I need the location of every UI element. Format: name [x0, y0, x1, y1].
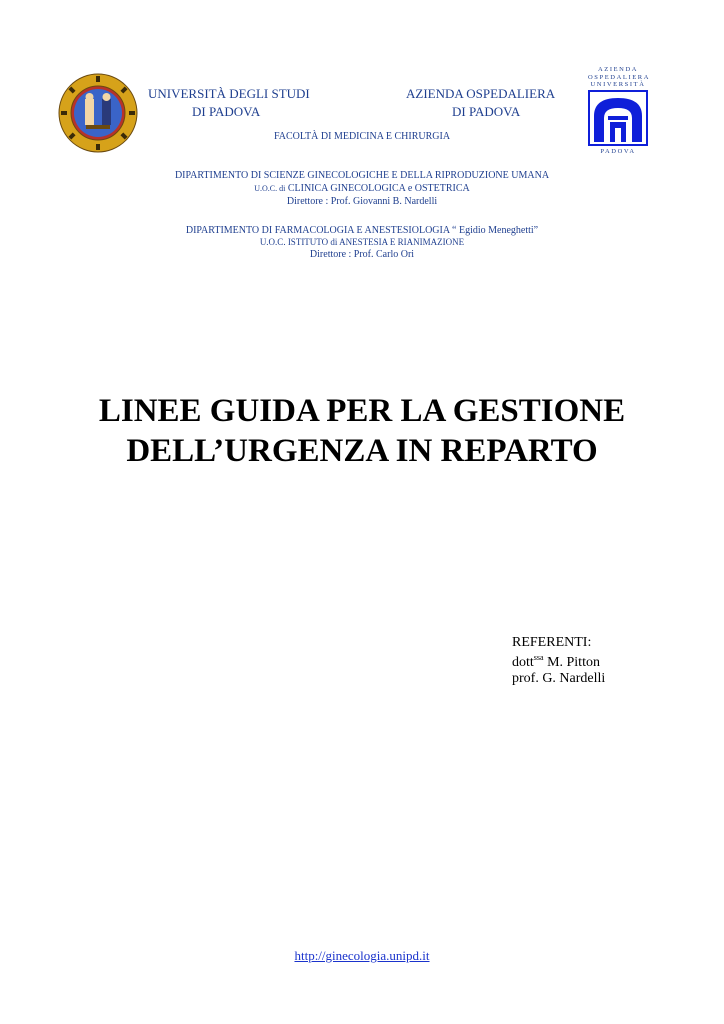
department-1-name: DIPARTIMENTO DI SCIENZE GINECOLOGICHE E DELLA RIPRODUZIONE UMANA: [174, 170, 550, 181]
document-title-line2: DELL’URGENZA IN REPARTO: [126, 433, 598, 469]
website-link-container: [0, 948, 724, 964]
university-name-line2: DI PADOVA: [192, 104, 261, 119]
department-2-uoc-prefix: U.O.C. ISTITUTO di: [259, 237, 338, 247]
referenti-person-1-sup: ssa: [533, 653, 544, 662]
hospital-logo-line1: AZIENDA: [597, 66, 639, 73]
department-2-uoc: [0, 237, 724, 247]
department-2-name: DIPARTIMENTO DI FARMACOLOGIA E ANESTESIOLOGIA “ Egidio Meneghetti”: [185, 225, 539, 236]
university-name-line1: UNIVERSITÀ DEGLI STUDI: [148, 86, 310, 101]
hospital-logo-line3: UNIVERSITÀ: [590, 81, 646, 88]
referenti-person-2: prof. G. Nardelli: [512, 671, 606, 686]
hospital-logo: [588, 66, 651, 156]
hospital-arch-icon: [588, 90, 648, 146]
department-2-director: Direttore : Prof. Carlo Ori: [309, 249, 415, 260]
referenti-person-1: [512, 653, 600, 671]
document-title-line1: LINEE GUIDA PER LA GESTIONE: [98, 393, 626, 429]
department-1-uoc: [0, 183, 724, 194]
referenti-person-1-prefix: dott: [512, 655, 534, 670]
department-2-uoc-name: ANESTESIA E RIANIMAZIONE: [339, 237, 465, 247]
hospital-logo-line2: OSPEDALIERA: [588, 74, 651, 81]
hospital-name-line1: AZIENDA OSPEDALIERA: [406, 86, 556, 101]
department-1-uoc-name: CLINICA GINECOLOGICA e OSTETRICA: [287, 183, 470, 194]
referenti-heading: REFERENTI:: [512, 635, 592, 650]
faculty-name: FACOLTÀ DI MEDICINA E CHIRURGIA: [273, 131, 451, 142]
hospital-logo-line4: PADOVA: [600, 148, 636, 155]
department-1-director: Direttore : Prof. Giovanni B. Nardelli: [286, 196, 438, 207]
department-1-uoc-prefix: U.O.C. di: [254, 184, 286, 193]
hospital-name-line2: DI PADOVA: [452, 104, 521, 119]
website-link[interactable]: http://ginecologia.unipd.it: [294, 948, 430, 963]
referenti-person-1-name: M. Pitton: [543, 655, 600, 670]
